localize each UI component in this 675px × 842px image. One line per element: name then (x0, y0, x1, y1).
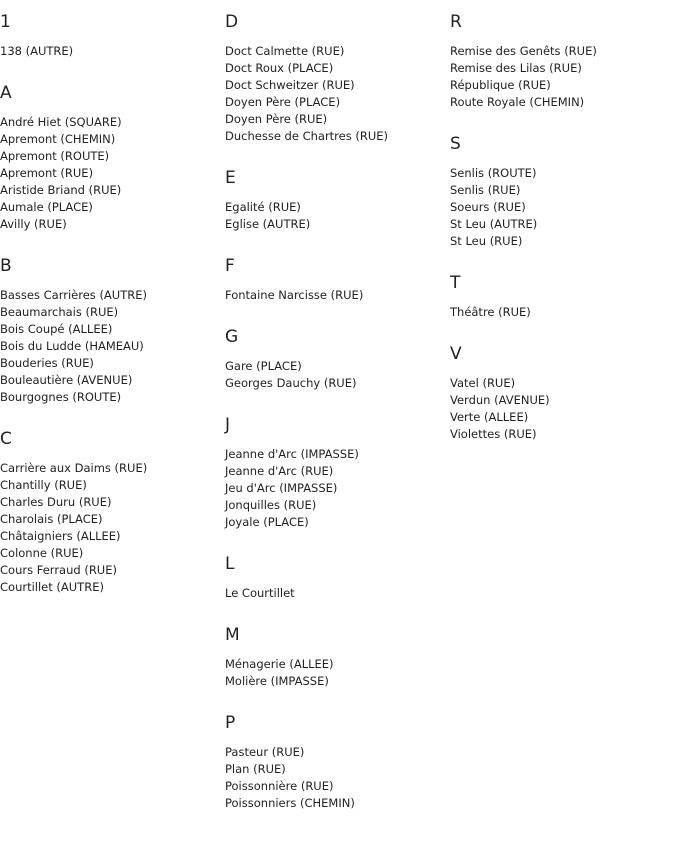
street-link[interactable]: Verdun (AVENUE) (450, 393, 550, 407)
letter-section (225, 713, 450, 812)
letter-section (0, 429, 225, 596)
index-column-3 (450, 12, 675, 466)
street-link[interactable]: Jeanne d'Arc (RUE) (225, 464, 334, 478)
letter-section (0, 256, 225, 406)
section-letter-heading: A (0, 83, 12, 103)
street-link[interactable]: Route Royale (CHEMIN) (450, 95, 585, 109)
street-link[interactable]: Bois du Ludde (HAMEAU) (0, 339, 144, 353)
street-link[interactable]: St Leu (AUTRE) (450, 217, 538, 231)
street-list (225, 43, 450, 145)
street-link[interactable]: Joyale (PLACE) (225, 515, 309, 529)
street-link[interactable]: Carrière aux Daims (RUE) (0, 461, 148, 475)
street-link[interactable]: Apremont (RUE) (0, 166, 94, 180)
street-link[interactable]: Charolais (PLACE) (0, 512, 103, 526)
street-link[interactable]: Jeanne d'Arc (IMPASSE) (225, 447, 359, 461)
street-link[interactable]: Beaumarchais (RUE) (0, 305, 119, 319)
street-list (0, 460, 225, 596)
section-letter-heading: J (225, 415, 231, 435)
street-link[interactable]: Vatel (RUE) (450, 376, 516, 390)
street-link[interactable]: Doct Calmette (RUE) (225, 44, 345, 58)
letter-section (450, 134, 675, 250)
letter-section (450, 12, 675, 111)
street-link[interactable]: Bouderies (RUE) (0, 356, 94, 370)
street-list (225, 744, 450, 812)
street-link[interactable]: Apremont (ROUTE) (0, 149, 110, 163)
street-link[interactable]: Senlis (RUE) (450, 183, 521, 197)
letter-section (225, 415, 450, 531)
street-list (0, 287, 225, 406)
street-link[interactable]: Apremont (CHEMIN) (0, 132, 116, 146)
street-link[interactable]: Duchesse de Chartres (RUE) (225, 129, 389, 143)
street-link[interactable]: Bouleautière (AVENUE) (0, 373, 133, 387)
street-link[interactable]: Doyen Père (PLACE) (225, 95, 341, 109)
street-link[interactable]: Molière (IMPASSE) (225, 674, 329, 688)
street-link[interactable]: Courtillet (AUTRE) (0, 580, 104, 594)
street-link[interactable]: Remise des Genêts (RUE) (450, 44, 597, 58)
section-letter-heading: B (0, 256, 12, 276)
street-list (450, 43, 675, 111)
street-link[interactable]: Senlis (ROUTE) (450, 166, 537, 180)
street-link[interactable]: 138 (AUTRE) (0, 44, 74, 58)
section-letter-heading: L (225, 554, 235, 574)
street-link[interactable]: St Leu (RUE) (450, 234, 523, 248)
letter-section (0, 12, 225, 60)
street-link[interactable]: Soeurs (RUE) (450, 200, 526, 214)
street-link[interactable]: République (RUE) (450, 78, 551, 92)
street-link[interactable]: André Hiet (SQUARE) (0, 115, 122, 129)
street-link[interactable]: Georges Dauchy (RUE) (225, 376, 357, 390)
street-list (225, 656, 450, 690)
street-list (225, 287, 450, 304)
street-link[interactable]: Doct Schweitzer (RUE) (225, 78, 355, 92)
street-link[interactable]: Bois Coupé (ALLEE) (0, 322, 113, 336)
section-letter-heading: 1 (0, 12, 11, 32)
letter-section (450, 273, 675, 321)
street-link[interactable]: Doct Roux (PLACE) (225, 61, 334, 75)
street-link[interactable]: Jonquilles (RUE) (225, 498, 317, 512)
street-link[interactable]: Colonne (RUE) (0, 546, 84, 560)
street-list (0, 43, 225, 60)
section-letter-heading: P (225, 713, 236, 733)
street-list (450, 304, 675, 321)
street-link[interactable]: Doyen Père (RUE) (225, 112, 328, 126)
street-link[interactable]: Cours Ferraud (RUE) (0, 563, 117, 577)
section-letter-heading: G (225, 327, 239, 347)
letter-section (225, 256, 450, 304)
index-column-1 (0, 12, 225, 619)
section-letter-heading: T (450, 273, 461, 293)
street-list (450, 165, 675, 250)
letter-section (225, 327, 450, 392)
street-link[interactable]: Avilly (RUE) (0, 217, 67, 231)
street-link[interactable]: Chantilly (RUE) (0, 478, 87, 492)
index-column-2 (225, 12, 450, 835)
street-link[interactable]: Bourgognes (ROUTE) (0, 390, 122, 404)
section-letter-heading: C (0, 429, 12, 449)
street-link[interactable]: Violettes (RUE) (450, 427, 537, 441)
letter-section (450, 344, 675, 443)
street-link[interactable]: Fontaine Narcisse (RUE) (225, 288, 364, 302)
section-letter-heading: E (225, 168, 236, 188)
section-letter-heading: F (225, 256, 235, 276)
section-letter-heading: M (225, 625, 240, 645)
section-letter-heading: S (450, 134, 461, 154)
street-link[interactable]: Pasteur (RUE) (225, 745, 305, 759)
street-list (0, 114, 225, 233)
street-link[interactable]: Poissonnière (RUE) (225, 779, 334, 793)
street-list (225, 585, 450, 602)
street-link[interactable]: Poissonniers (CHEMIN) (225, 796, 355, 810)
letter-section (0, 83, 225, 233)
street-list (450, 375, 675, 443)
street-link[interactable]: Gare (PLACE) (225, 359, 302, 373)
section-letter-heading: R (450, 12, 462, 32)
street-link[interactable]: Aumale (PLACE) (0, 200, 93, 214)
street-link[interactable]: Aristide Briand (RUE) (0, 183, 122, 197)
street-list (225, 446, 450, 531)
street-link[interactable]: Basses Carrières (AUTRE) (0, 288, 147, 302)
letter-section (225, 168, 450, 233)
street-link[interactable]: Le Courtillet (225, 586, 295, 600)
street-link[interactable]: Verte (ALLEE) (450, 410, 529, 424)
street-list (225, 358, 450, 392)
street-link[interactable]: Eglise (AUTRE) (225, 217, 311, 231)
street-link[interactable]: Jeu d'Arc (IMPASSE) (225, 481, 338, 495)
street-link[interactable]: Egalité (RUE) (225, 200, 301, 214)
street-link[interactable]: Ménagerie (ALLEE) (225, 657, 334, 671)
street-link[interactable]: Remise des Lilas (RUE) (450, 61, 582, 75)
street-link[interactable]: Théâtre (RUE) (450, 305, 531, 319)
street-list (225, 199, 450, 233)
section-letter-heading: D (225, 12, 239, 32)
letter-section (225, 554, 450, 602)
section-letter-heading: V (450, 344, 462, 364)
street-link[interactable]: Plan (RUE) (225, 762, 286, 776)
letter-section (225, 12, 450, 145)
letter-section (225, 625, 450, 690)
street-link[interactable]: Châtaigniers (ALLEE) (0, 529, 121, 543)
street-link[interactable]: Charles Duru (RUE) (0, 495, 112, 509)
